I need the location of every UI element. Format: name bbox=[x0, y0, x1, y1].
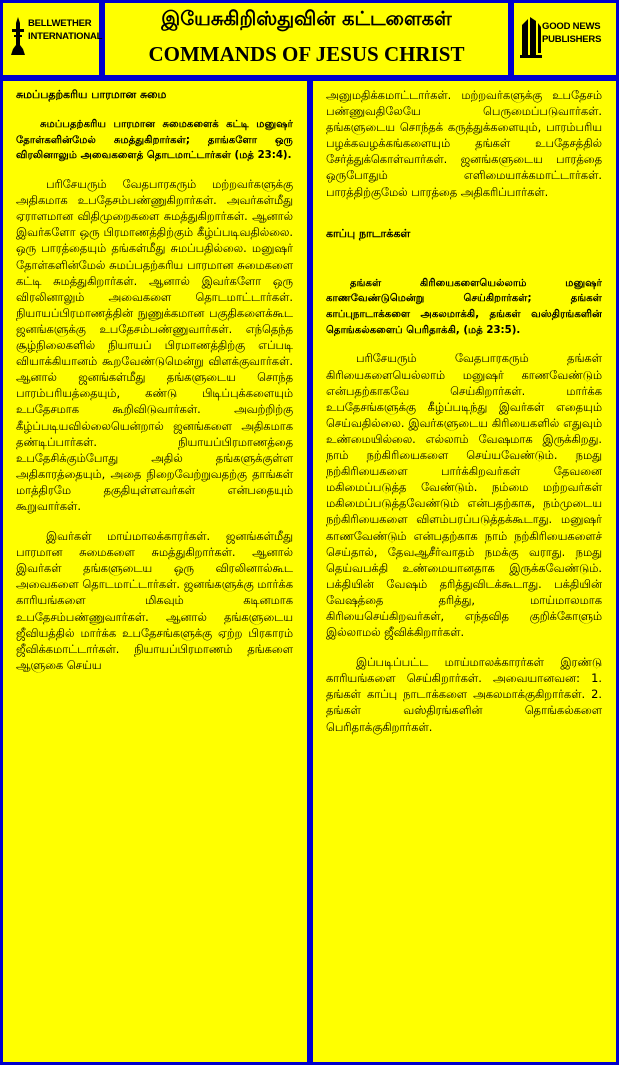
body-paragraph: இவர்கள் மாய்மாலக்காரர்கள். ஜனங்கள்மீது பாரமான சுமைகளை சுமத்துகிறார்கள். ஆனால் இவர்கள் தங்களுடைய ஒரு விரலினால்கூட அவைகளை தொடமாட்டார்கள். ஜனங்களுக்கு மார்க்க காரியங்களை மிகவும் கடினமாக உபதேசம்பண்ணுவார்கள். ஆனால் தங்களுடைய ஜீவியத்தில் மார்க்க உபதேசங்களுக்கு ஏற்ற பிரகாரம் ஜீவிக்கமாட்டார்கள். நியாயப்பிரமாணம் தங்களை ஆளுகை செய்ய bbox=[16, 529, 293, 672]
left-logo-line-1: BELLWETHER bbox=[28, 18, 92, 29]
publisher-logo-left bbox=[3, 3, 103, 75]
right-column bbox=[313, 81, 616, 1062]
body-paragraph-continuation: அனுமதிக்கமாட்டார்கள். மற்றவர்களுக்கு உபதேசம் பண்ணுவதிலேயே பெருமைப்படுவார்கள். தங்களுடைய சொந்தக் கருத்துக்களையும், பாரம்பரிய பழக்கவழக்கங்களையும் தங்கள் உபதேசத்தில் சேர்த்துக்கொள்வார்கள். ஜனங்களுடைய பாரத்தை ஒருபோதும் எளிமையாக்கமாட்டார்கள். பாரத்திற்குமேல் பாரத்தை அதிகரிப்பார்கள். bbox=[326, 88, 602, 199]
scripture-verse-matt-23-4: சுமப்பதற்கரிய பாரமான சுமைகளைக் கட்டி மனுஷர் தோள்களின்மேல் சுமத்துகிறார்கள்; தாங்களோ ஒரு விரலினாலும் அவைகளைத் தொடமாட்டார்கள் (மத் 23:4). bbox=[16, 119, 293, 162]
body-paragraph: பரிசேயரும் வேதபாரகரும் மற்றவர்களுக்கு அதிகமாக உபதேசம்பண்ணுகிறார்கள். அவர்கள்மீது ஏராளமான விதிமுறைகளை சுமத்துகிறார்கள். ஆனால் இவர்களோ ஒரு பிரமாணத்திற்கும் கீழ்ப்படிவதில்லை. ஒரு பாரத்தையும் தங்கள்மீது சுமப்பதில்லை. மனுஷர் தோள்களின்மேல் சுமப்பதற்கரிய பாரமான சுமைகளை கட்டி சுமத்துகிறார்கள். ஆனால் இவர்களோ ஒரு விரலினாலும் அவைகளை தொடமாட்டார்கள். நியாயப்பிரமாணத்தின் நுணுக்கமான பகுதிகளைக்கூட ஜனங்களுக்கு உபதேசம்பண்ணுவார்கள். எந்தெந்த சூழ்நிலைகளில் நியாயப் பிரமாணத்திற்கு எப்படி வியாக்கியானம் கூறவேண்டுமென்று விளக்குவார்கள். ஆனால் ஜனங்கள்மீது தங்களுடைய சொந்த பாரம்பரியத்தையும், கண்டு பிடிப்புக்களையும் உபதேசமாக கூறிவிடுவார்கள். அவற்றிற்கு கீழ்ப்படியவில்லையென்றால் ஜனங்களை அதிகமாக தண்டிப்பார்கள். நியாயப்பிரமாணத்தை உபதேசிக்கும்போது அதில் தங்களுக்குள்ள அதிகாரத்தையும், அதை நிறைவேற்றுவதற்கு தாங்கள் மாத்திரமே தகுதியுள்ளவர்கள் என்பதையும் கூறுவார்கள். bbox=[16, 177, 293, 513]
page-title-tamil: இயேசுகிறிஸ்துவின் கட்டளைகள் bbox=[161, 7, 452, 30]
right-logo-line-2: PUBLISHERS bbox=[542, 34, 602, 45]
publisher-logo-right bbox=[514, 3, 616, 75]
right-logo-line-1: GOOD NEWS bbox=[542, 21, 601, 32]
bellwether-logo-icon bbox=[9, 15, 27, 57]
body-paragraph: இப்படிப்பட்ட மாய்மாலக்காரர்கள் இரண்டு காரியங்களை செய்கிறார்கள். அவையானவன: 1. தங்கள் காப்பு நாடாக்களை அகலமாக்குகிறார்கள். 2. தங்கள் வஸ்திரங்களின் தொங்கல்களை பெரிதாக்குகிறார்கள். bbox=[326, 655, 602, 734]
section-heading-phylacteries: காப்பு நாடாக்கள் bbox=[326, 226, 411, 240]
left-logo-line-2: INTERNATIONAL bbox=[28, 31, 103, 42]
section-heading-burden: சுமப்பதற்கரிய பாரமான சுமை bbox=[16, 88, 167, 101]
scripture-verse-matt-23-5: தங்கள் கிரியைகளையெல்லாம் மனுஷர் காணவேண்டுமென்று செய்கிறார்கள்; தங்கள் காப்புநாடாக்களை அகலமாக்கி, தங்கள் வஸ்திரங்களின் தொங்கல்களைப் பெரிதாக்கி, (மத் 23:5). bbox=[326, 277, 602, 336]
page-header bbox=[105, 3, 508, 75]
left-column bbox=[3, 81, 307, 1062]
page-title-english: COMMANDS OF JESUS CHRIST bbox=[148, 42, 465, 66]
good-news-logo-icon bbox=[520, 15, 542, 59]
body-paragraph: பரிசேயரும் வேதபாரகரும் தங்கள் கிரியைகளையெல்லாம் மனுஷர் காணவேண்டும் என்பதற்காகவே செய்கிறார்கள். மார்க்க உபதேசங்களுக்கு கீழ்ப்படிந்து இவர்கள் எதையும் செய்வதில்லை. இவர்களுடைய கிரியைகளில் எதுவும் உண்மையில்லை. எல்லாம் வேஷமாக இருக்கிறது. நாம் நற்கிரியைகளை செய்யவேண்டும். நமது நற்கிரியைகளை பார்க்கிறவர்கள் தேவனை மகிமைப்படுத்த வேண்டும். நம்மை மற்றவர்கள் மகிமைப்படுத்தவேண்டும் என்பதற்காக, நம்முடைய நற்கிரியைகளை விளம்பரப்படுத்தக்கூடாது. மனுஷர் காணவேண்டும் என்பதற்காக நாம் நற்கிரியைகளைச் செய்தால், தேவஆசீர்வாதம் நமக்கு வராது. நமது தெய்வபக்தி உண்மையானதாக இருக்கவேண்டும். பக்தியின் வேஷம் தரித்துவிடக்கூடாது. பக்தியின் வேஷத்தை தரித்து, மாய்மாலமாக கிரியைசெய்கிறவர்கள், எந்தவித குறிக்கோளும் இல்லாமல் ஜீவிக்கிறார்கள். bbox=[326, 351, 602, 640]
